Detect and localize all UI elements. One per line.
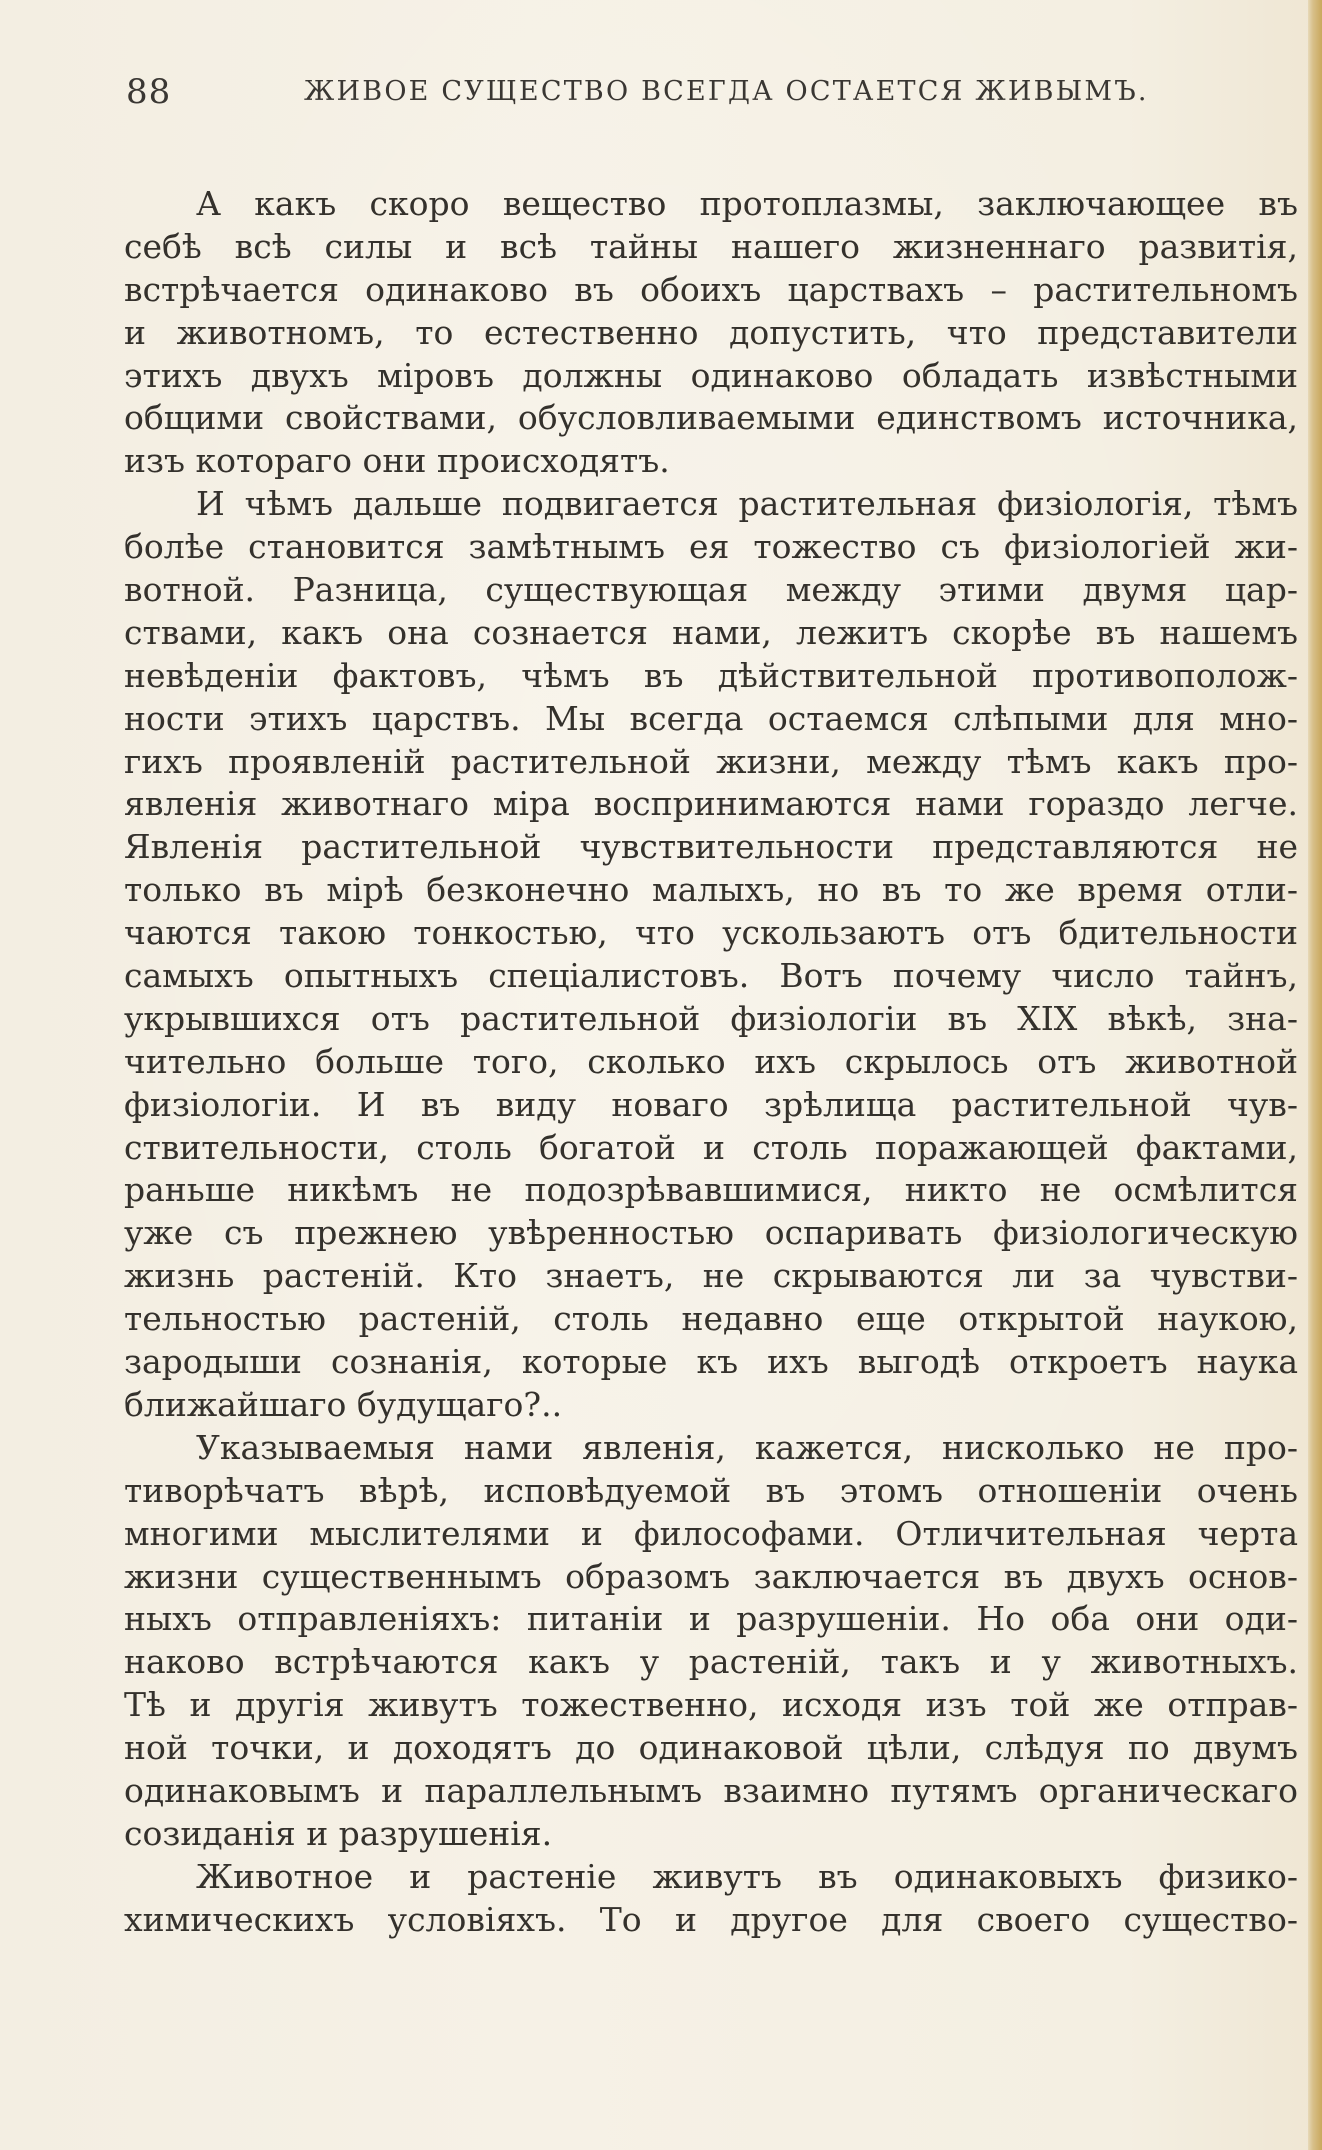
text-line: физіологіи. И въ виду новаго зрѣлища растительной чув- xyxy=(124,1084,1298,1124)
text-line: ближайшаго будущаго?.. xyxy=(124,1384,563,1424)
text-line: чаются такою тонкостью, что ускользаютъ отъ бдительности xyxy=(124,913,1298,953)
body-text xyxy=(124,183,1298,1942)
text-line: тельностью растеній, столь недавно еще открытой наукою, xyxy=(124,1299,1298,1339)
text-line: ствами, какъ она сознается нами, лежитъ скорѣе въ нашемъ xyxy=(124,612,1298,652)
running-head: ЖИВОЕ СУЩЕСТВО ВСЕГДА ОСТАЕТСЯ ЖИВЫМЪ. xyxy=(304,76,1149,107)
text-line: ной точки, и доходятъ до одинаковой цѣли, слѣдуя по двумъ xyxy=(124,1728,1298,1768)
text-line: ныхъ отправленіяхъ: питаніи и разрушеніи. Но оба они оди- xyxy=(124,1599,1298,1639)
text-line: одинаковымъ и параллельнымъ взаимно путямъ органическаго xyxy=(124,1770,1298,1810)
page-edge-shadow xyxy=(1308,0,1322,2150)
text-line: невѣденіи фактовъ, чѣмъ въ дѣйствительной противополож- xyxy=(124,655,1298,695)
text-line: вотной. Разница, существующая между этими двумя цар- xyxy=(124,570,1298,610)
text-line: химическихъ условіяхъ. То и другое для своего существо- xyxy=(124,1899,1298,1939)
text-line: ствительности, столь богатой и столь поражающей фактами, xyxy=(124,1127,1298,1167)
text-line: Тѣ и другія живутъ тожественно, исходя изъ той же отправ- xyxy=(124,1685,1298,1725)
page-header xyxy=(126,72,1149,122)
text-line: многими мыслителями и философами. Отличительная черта xyxy=(124,1513,1298,1553)
text-line: этихъ двухъ міровъ должны одинаково обладать извѣстными xyxy=(124,355,1298,395)
text-line: Животное и растеніе живутъ въ одинаковыхъ физико- xyxy=(196,1856,1298,1896)
text-line: тиворѣчатъ вѣрѣ, исповѣдуемой въ этомъ отношеніи очень xyxy=(124,1470,1298,1510)
text-line: самыхъ опытныхъ спеціалистовъ. Вотъ почему число тайнъ, xyxy=(124,956,1298,996)
text-line: зародыши сознанія, которые къ ихъ выгодѣ откроетъ наука xyxy=(124,1342,1298,1382)
text-line: общими свойствами, обусловливаемыми единствомъ источника, xyxy=(124,398,1298,438)
text-line: себѣ всѣ силы и всѣ тайны нашего жизненнаго развитія, xyxy=(124,226,1298,266)
text-line: А какъ скоро вещество протоплазмы, заключающее въ xyxy=(196,184,1298,223)
text-line: И чѣмъ дальше подвигается растительная физіологія, тѣмъ xyxy=(196,484,1298,524)
text-line: созиданія и разрушенія. xyxy=(124,1813,553,1853)
text-line: наково встрѣчаются какъ у растеній, такъ и у животныхъ. xyxy=(124,1642,1298,1682)
text-line: уже съ прежнею увѣренностью оспаривать физіологическую xyxy=(124,1213,1298,1253)
text-line: явленія животнаго міра воспринимаются нами гораздо легче. xyxy=(124,784,1298,824)
text-line: Указываемыя нами явленія, кажется, нисколько не про- xyxy=(196,1427,1298,1467)
text-line: ности этихъ царствъ. Мы всегда остаемся слѣпыми для мно- xyxy=(124,698,1298,738)
text-line: чительно больше того, сколько ихъ скрылось отъ животной xyxy=(124,1041,1298,1081)
page-number: 88 xyxy=(126,72,172,112)
text-line: Явленія растительной чувствительности представляются не xyxy=(124,827,1298,867)
text-line: встрѣчается одинаково въ обоихъ царствахъ – растительномъ xyxy=(124,269,1298,309)
text-line: изъ котораго они происходятъ. xyxy=(124,441,670,481)
text-line: жизнь растеній. Кто знаетъ, не скрываются ли за чувстви- xyxy=(124,1256,1298,1296)
text-line: жизни существеннымъ образомъ заключается въ двухъ основ- xyxy=(124,1556,1298,1596)
text-line: и животномъ, то естественно допустить, что представители xyxy=(124,312,1298,352)
text-line: раньше никѣмъ не подозрѣвавшимися, никто не осмѣлится xyxy=(124,1170,1298,1210)
text-line: укрывшихся отъ растительной физіологіи въ XIX вѣкѣ, зна- xyxy=(124,998,1298,1038)
text-line: только въ мірѣ безконечно малыхъ, но въ то же время отли- xyxy=(124,870,1298,910)
text-line: болѣе становится замѣтнымъ ея тожество съ физіологіей жи- xyxy=(124,527,1298,567)
text-line: гихъ проявленій растительной жизни, между тѣмъ какъ про- xyxy=(124,741,1298,781)
